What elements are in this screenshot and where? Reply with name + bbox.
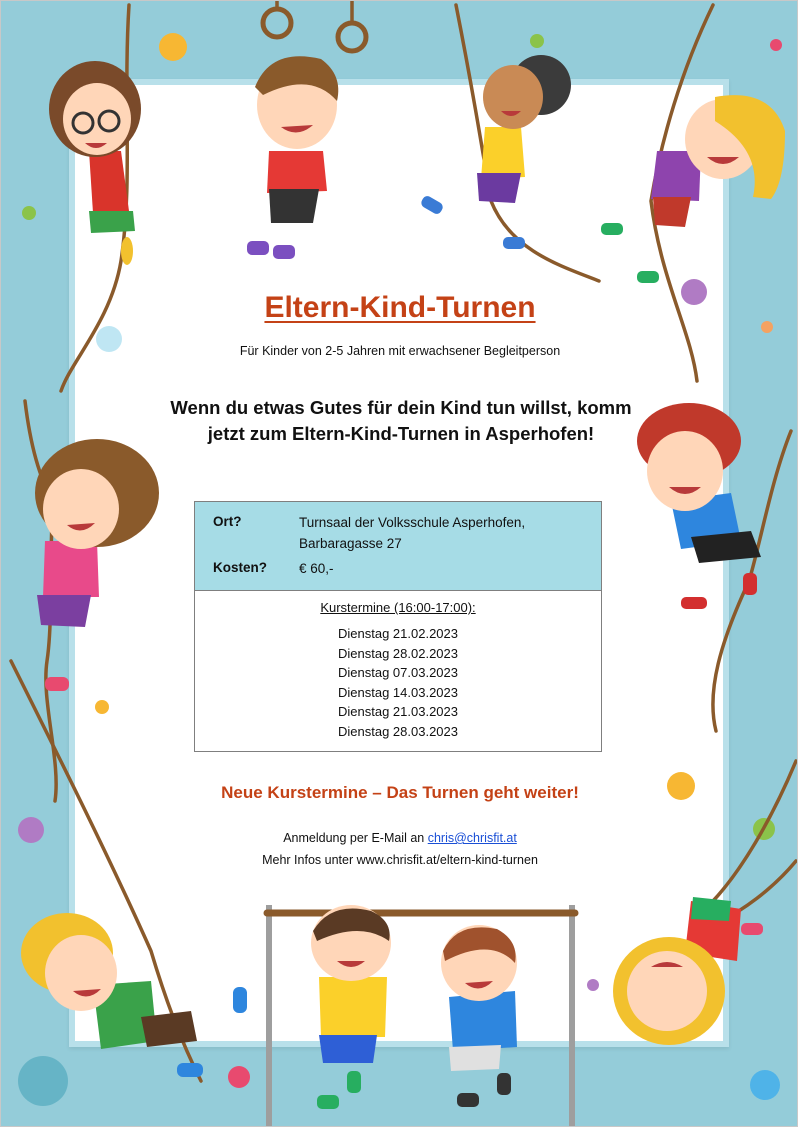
registration-line	[1, 827, 798, 849]
dot-decoration	[770, 39, 782, 51]
promo-line: Neue Kurstermine – Das Turnen geht weiter!	[221, 783, 579, 802]
date-item: Dienstag 28.02.2023	[338, 645, 458, 661]
info-table-header	[195, 502, 601, 591]
location-line-1: Turnsaal der Volksschule Asperhofen,	[299, 515, 526, 530]
dot-decoration	[159, 33, 187, 61]
location-line-2: Barbaragasse 27	[299, 536, 402, 551]
rope	[25, 401, 56, 801]
flyer-title: Eltern-Kind-Turnen	[264, 291, 536, 324]
email-link[interactable]: chris@chrisfit.at	[427, 831, 517, 845]
date-item: Dienstag 21.03.2023	[338, 704, 458, 719]
date-item: Dienstag 14.03.2023	[338, 684, 458, 700]
location-label: Ort?	[213, 514, 242, 529]
cost-value: € 60,-	[299, 561, 334, 576]
more-info-line: Mehr Infos unter www.chrisfit.at/eltern-kind-turnen	[262, 853, 538, 867]
dot-decoration	[18, 1056, 68, 1106]
info-table	[194, 501, 602, 752]
date-item: Dienstag 28.03.2023	[338, 723, 458, 739]
dot-decoration	[228, 1066, 250, 1088]
cost-label: Kosten?	[213, 560, 267, 575]
date-item: Dienstag 07.03.2023	[338, 665, 458, 680]
registration-text: Anmeldung per E-Mail an	[283, 831, 428, 845]
flyer-subtitle: Für Kinder von 2-5 Jahren mit erwachsener Begleitperson	[239, 344, 561, 358]
dates-heading: Kurstermine (16:00-17:00):	[320, 600, 476, 615]
dot-decoration	[750, 1070, 780, 1100]
dates-list	[195, 624, 601, 741]
dot-decoration	[22, 206, 36, 220]
date-item: Dienstag 21.02.2023	[338, 626, 458, 641]
dot-decoration	[530, 34, 544, 48]
contact-block	[1, 827, 798, 871]
flyer-headline: Wenn du etwas Gutes für dein Kind tun willst, komm jetzt zum Eltern-Kind-Turnen in Asperhofen!	[170, 397, 632, 444]
